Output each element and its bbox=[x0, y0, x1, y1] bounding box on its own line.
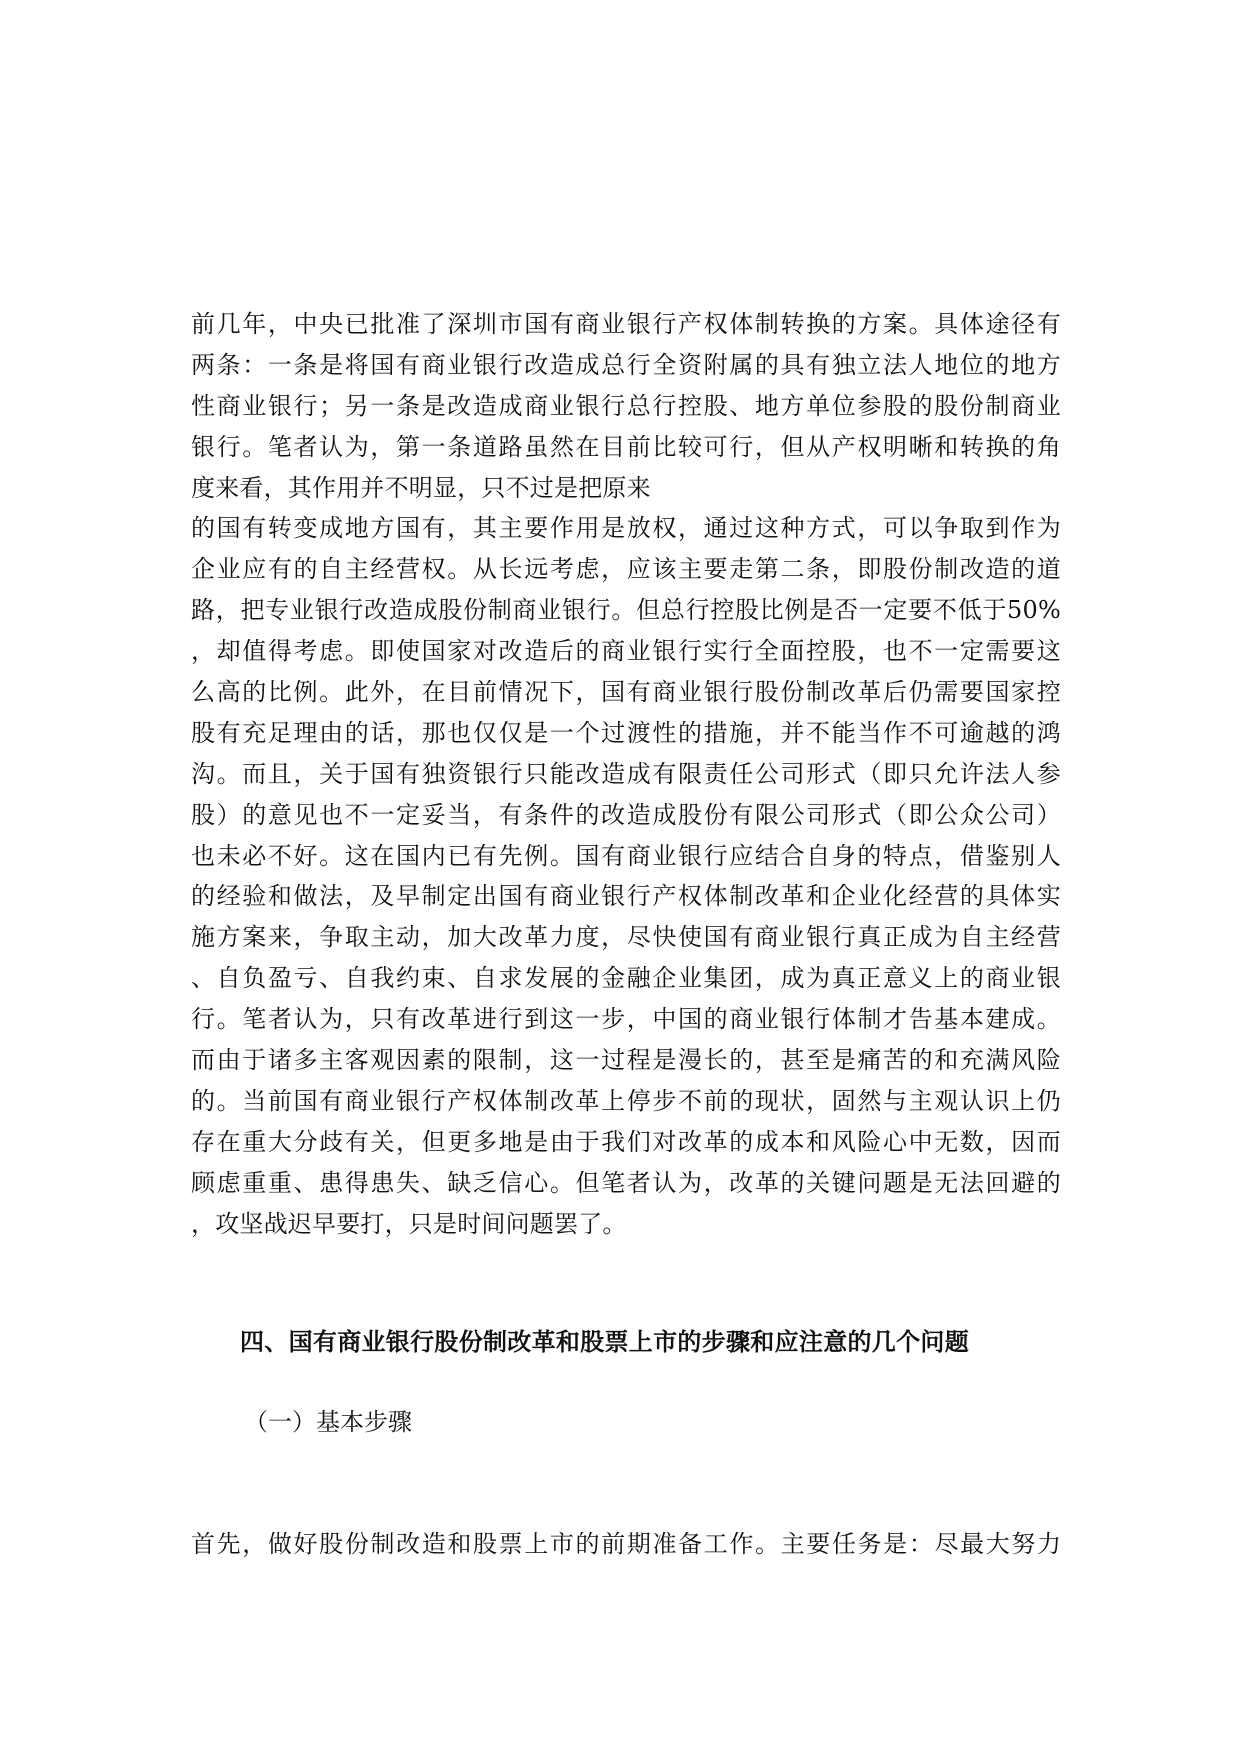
text-line: 行。笔者认为，只有改革进行到这一步，中国的商业银行体制才告基本建成。 bbox=[191, 1005, 1061, 1034]
text-line: 而由于诸多主客观因素的限制，这一过程是漫长的，甚至是痛苦的和充满风险 bbox=[191, 1046, 1061, 1075]
text-line: 前几年，中央已批准了深圳市国有商业银行产权体制转换的方案。具体途径有 bbox=[191, 310, 1061, 338]
text-line: 、自负盈亏、自我约束、自求发展的金融企业集团，成为真正意义上的商业银 bbox=[191, 964, 1061, 993]
section-heading: 四、国有商业银行股份制改革和股票上市的步骤和应注意的几个问题 bbox=[240, 1327, 969, 1356]
text-line: 也未必不好。这在国内已有先例。国有商业银行应结合自身的特点，借鉴别人 bbox=[191, 841, 1061, 870]
text-line: 沟。而且，关于国有独资银行只能改造成有限责任公司形式（即只允许法人参 bbox=[191, 759, 1061, 788]
text-line: 两条：一条是将国有商业银行改造成总行全资附属的具有独立法人地位的地方 bbox=[191, 350, 1061, 379]
text-line: 股）的意见也不一定妥当，有条件的改造成股份有限公司形式（即公众公司） bbox=[191, 800, 1061, 829]
text-line: 性商业银行；另一条是改造成商业银行总行控股、地方单位参股的股份制商业 bbox=[191, 391, 1061, 420]
text-line: 顾虑重重、患得患失、缺乏信心。但笔者认为，改革的关键问题是无法回避的 bbox=[191, 1168, 1061, 1197]
text-line: 企业应有的自主经营权。从长远考虑，应该主要走第二条，即股份制改造的道 bbox=[191, 555, 1061, 584]
text-line: 股有充足理由的话，那也仅仅是一个过渡性的措施，并不能当作不可逾越的鸿 bbox=[191, 718, 1061, 747]
text-line: 存在重大分歧有关，但更多地是由于我们对改革的成本和风险心中无数，因而 bbox=[191, 1127, 1061, 1156]
text-line: 么高的比例。此外，在目前情况下，国有商业银行股份制改革后仍需要国家控 bbox=[191, 678, 1061, 707]
text-line: 度来看，其作用并不明显，只不过是把原来 bbox=[191, 473, 651, 502]
text-line: 的国有转变成地方国有，其主要作用是放权，通过这种方式，可以争取到作为 bbox=[191, 514, 1061, 543]
text-line: ，攻坚战迟早要打，只是时间问题罢了。 bbox=[191, 1209, 627, 1238]
text-line: 施方案来，争取主动，加大改革力度，尽快使国有商业银行真正成为自主经营 bbox=[191, 923, 1061, 952]
subsection-heading: （一）基本步骤 bbox=[244, 1408, 412, 1436]
body-text bbox=[191, 304, 1061, 1244]
text-line: 的。当前国有商业银行产权体制改革上停步不前的现状，固然与主观认识上仍 bbox=[191, 1086, 1061, 1115]
text-line: 的经验和做法，及早制定出国有商业银行产权体制改革和企业化经营的具体实 bbox=[191, 882, 1061, 911]
text-line: ，却值得考虑。即使国家对改造后的商业银行实行全面控股，也不一定需要这 bbox=[191, 637, 1061, 666]
text-line: 首先，做好股份制改造和股票上市的前期准备工作。主要任务是：尽最大努力 bbox=[191, 1530, 1061, 1558]
text-line: 银行。笔者认为，第一条道路虽然在目前比较可行，但从产权明晰和转换的角 bbox=[191, 432, 1061, 461]
text-line: 路，把专业银行改造成股份制商业银行。但总行控股比例是否一定要不低于50% bbox=[191, 596, 1061, 625]
